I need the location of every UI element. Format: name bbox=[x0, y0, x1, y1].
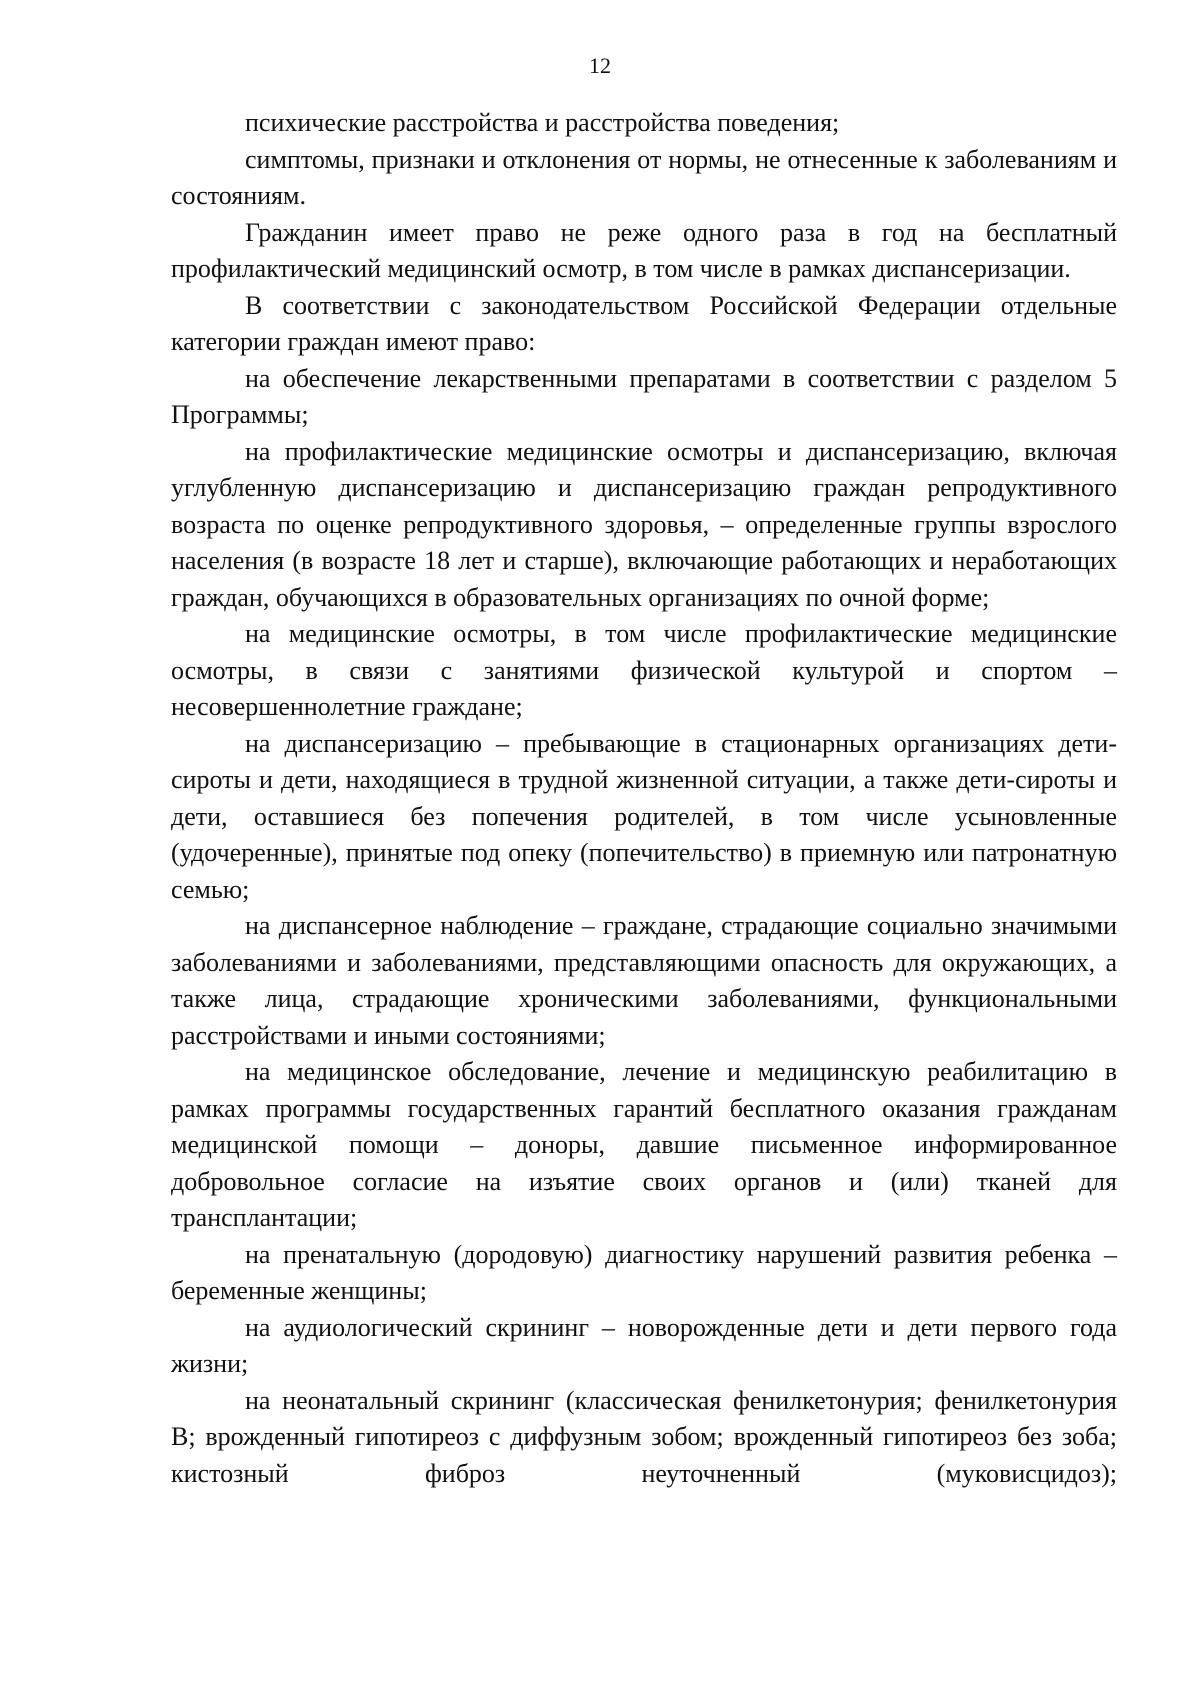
paragraph-categories-intro: В соответствии с законодательством Российской Федерации отдельные категории граждан имеют право: bbox=[171, 290, 1117, 356]
page-number: 12 bbox=[589, 53, 611, 78]
paragraph-annual-checkup-right: Гражданин имеет право не реже одного раза в год на бесплатный профилактический медицинский осмотр, в том числе в рамках диспансеризации. bbox=[171, 217, 1117, 283]
paragraph-prenatal-diagnostics: на пренатальную (дородовую) диагностику нарушений развития ребенка – беременные женщины; bbox=[171, 1239, 1117, 1305]
paragraph-mental-disorders: психические расстройства и расстройства поведения; bbox=[245, 108, 840, 137]
paragraph-donors: на медицинское обследование, лечение и медицинскую реабилитацию в рамках программы государственных гарантий бесплатного оказания гражданам медицинской помощи – доноры, давшие письменное информированное добровольное согласие на изъятие своих органов и (или) тканей для трансплантации; bbox=[171, 1057, 1117, 1232]
paragraph-symptoms: симптомы, признаки и отклонения от нормы, не отнесенные к заболеваниям и состояниям. bbox=[171, 144, 1117, 210]
paragraph-medicines: на обеспечение лекарственными препаратами в соответствии с разделом 5 Программы; bbox=[171, 363, 1117, 429]
paragraph-neonatal-screening: на неонатальный скрининг (классическая фенилкетонурия; фенилкетонурия B; врожденный гипотиреоз с диффузным зобом; врожденный гипотиреоз без зоба; кистозный фиброз неуточненный (муковисцидоз); bbox=[171, 1385, 1117, 1488]
paragraph-orphans-screening: на диспансеризацию – пребывающие в стационарных организациях дети-сироты и дети, находящиеся в трудной жизненной ситуации, а также дети-сироты и дети, оставшиеся без попечения родителей, в том числе усыновленные (удочеренные), принятые под опеку (попечительство) в приемную или патронатную семью; bbox=[171, 728, 1117, 904]
paragraph-sports-exams: на медицинские осмотры, в том числе профилактические медицинские осмотры, в связи с занятиями физической культурой и спортом – несовершеннолетние граждане; bbox=[171, 619, 1117, 721]
paragraph-dispensary-observation: на диспансерное наблюдение – граждане, страдающие социально значимыми заболеваниями и заболеваниями, представляющими опасность для окружающих, а также лица, страдающие хроническими заболеваниями, функциональными расстройствами и иными состояниями; bbox=[171, 911, 1117, 1050]
document-body bbox=[171, 105, 1117, 1492]
paragraph-audiological-screening: на аудиологический скрининг – новорожденные дети и дети первого года жизни; bbox=[171, 1312, 1117, 1378]
paragraph-preventive-exams: на профилактические медицинские осмотры и диспансеризацию, включая углубленную диспансеризацию и диспансеризацию граждан репродуктивного возраста по оценке репродуктивного здоровья, – определенные группы взрослого населения (в возрасте 18 лет и старше), включающие работающих и неработающих граждан, обучающихся в образовательных организациях по очной форме; bbox=[171, 436, 1117, 612]
